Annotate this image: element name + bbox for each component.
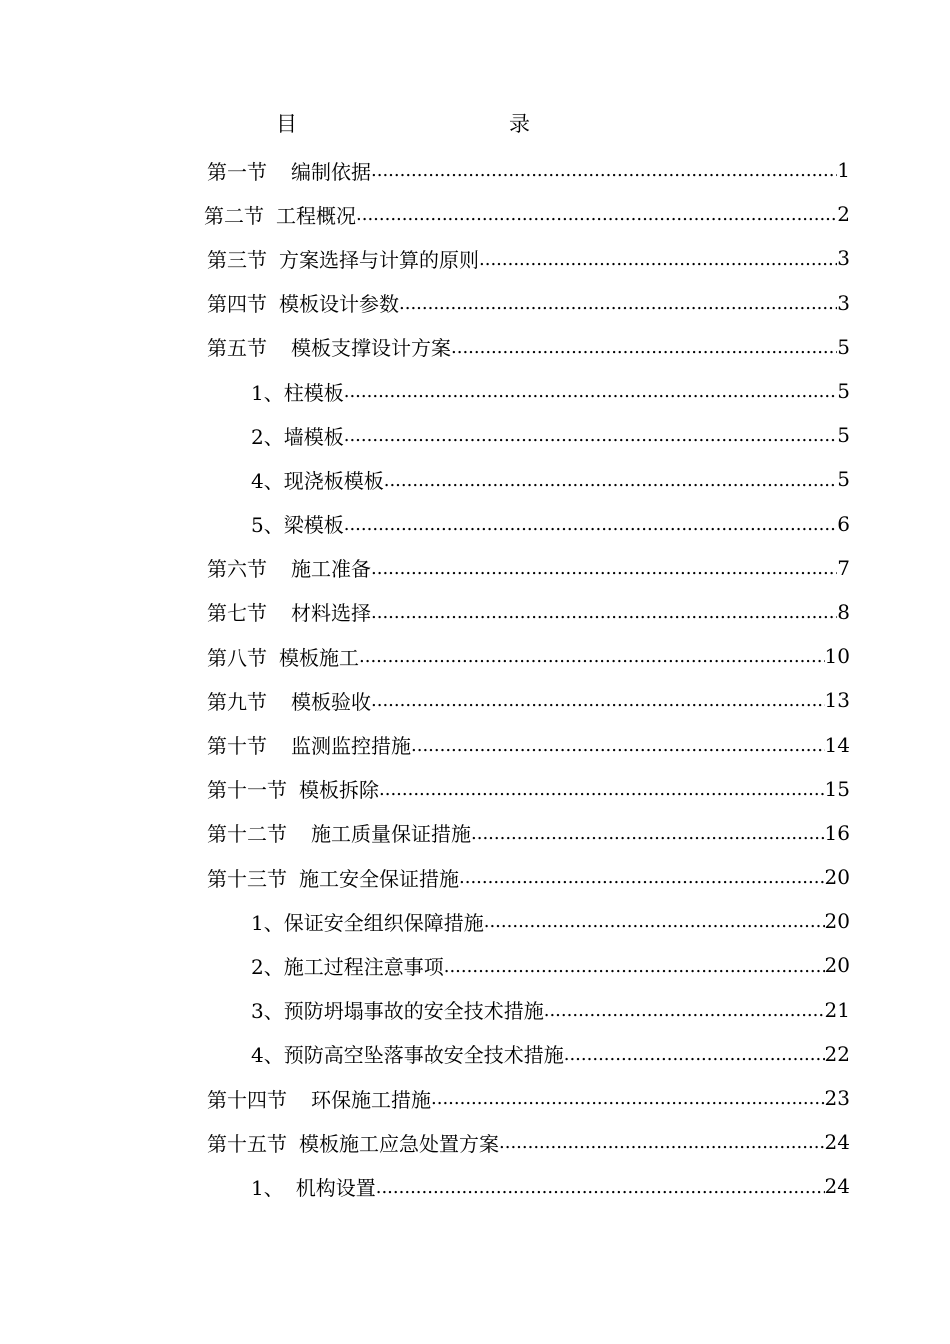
toc-entry-label [207, 332, 451, 361]
toc-page-number: 16 [824, 820, 850, 845]
toc-section-title: 保证安全组织保障措施 [283, 910, 484, 935]
toc-entry-label [207, 597, 371, 626]
toc-entry-label [207, 730, 411, 759]
toc-section-title: 施工过程注意事项 [283, 954, 444, 979]
toc-page-number: 15 [824, 776, 850, 801]
toc-section-number: 1、 [251, 1175, 284, 1200]
toc-entry-label [207, 244, 479, 273]
toc-section-number: 2、 [251, 424, 284, 449]
toc-section-title: 模板施工 [279, 645, 359, 670]
toc-entry-label [207, 642, 359, 671]
toc-page-number: 3 [837, 246, 850, 271]
toc-section-number: 第十五节 [207, 1131, 287, 1156]
toc-page-number: 23 [824, 1086, 850, 1111]
toc-section-title: 材料选择 [291, 601, 371, 626]
toc-page-number: 5 [837, 379, 850, 404]
toc-page-number: 7 [837, 555, 850, 580]
toc-entry-label [251, 377, 344, 406]
toc-entry[interactable] [0, 767, 950, 811]
toc-section-title: 墙模板 [283, 424, 344, 449]
toc-entry[interactable] [0, 192, 950, 236]
toc-section-title: 机构设置 [295, 1175, 376, 1200]
toc-page-number: 13 [824, 688, 850, 713]
toc-section-title: 环保施工措施 [311, 1087, 431, 1112]
toc-dot-leader [399, 295, 837, 313]
toc-entry[interactable] [0, 590, 950, 634]
toc-dot-leader [371, 162, 837, 180]
toc-section-number: 第三节 [207, 247, 267, 272]
toc-entry[interactable] [0, 457, 950, 501]
toc-page-number: 5 [837, 467, 850, 492]
toc-section-title: 编制依据 [291, 159, 371, 184]
toc-section-number: 4、 [251, 468, 284, 493]
toc-dot-leader [479, 251, 837, 269]
toc-entry[interactable] [0, 546, 950, 590]
toc-section-title: 监测监控措施 [291, 734, 411, 759]
toc-dot-leader [544, 1002, 825, 1020]
toc-section-number: 2、 [251, 954, 284, 979]
toc-entry-label [207, 818, 471, 847]
table-of-contents [0, 148, 950, 1209]
toc-section-number: 第十三节 [207, 866, 287, 891]
toc-section-number: 1、 [251, 910, 284, 935]
toc-entry-label [207, 1128, 499, 1157]
toc-dot-leader [564, 1046, 825, 1064]
toc-dot-leader [459, 869, 825, 887]
toc-entry[interactable] [0, 899, 950, 943]
toc-section-number: 第十二节 [207, 822, 287, 847]
toc-entry-label [207, 1084, 431, 1113]
toc-entry-label [251, 509, 344, 538]
toc-page-number: 5 [837, 423, 850, 448]
toc-dot-leader [379, 781, 825, 799]
toc-section-number: 第七节 [207, 601, 267, 626]
toc-entry-label [207, 156, 371, 185]
toc-dot-leader [344, 516, 838, 534]
toc-entry-label [251, 465, 384, 494]
toc-entry[interactable] [0, 148, 950, 192]
toc-page-number: 22 [824, 1041, 850, 1066]
toc-page-number: 1 [837, 158, 850, 183]
toc-dot-leader [371, 604, 837, 622]
toc-section-title: 现浇板模板 [283, 468, 384, 493]
toc-section-title: 模板验收 [291, 689, 371, 714]
toc-entry-label [251, 1039, 564, 1068]
toc-section-title: 模板施工应急处置方案 [299, 1131, 499, 1156]
toc-entry-label [207, 288, 399, 317]
toc-dot-leader [344, 383, 838, 401]
toc-dot-leader [384, 472, 838, 490]
toc-page-number: 24 [824, 1130, 850, 1155]
toc-entry-label [251, 995, 544, 1024]
toc-section-title: 梁模板 [283, 513, 344, 538]
toc-section-number: 4、 [251, 1043, 284, 1068]
toc-entry-label [251, 421, 344, 450]
toc-page-number: 20 [824, 953, 850, 978]
toc-entry[interactable] [0, 236, 950, 280]
toc-page-number: 2 [837, 202, 850, 227]
toc-entry[interactable] [0, 1164, 950, 1208]
toc-dot-leader [471, 825, 825, 843]
toc-entry[interactable] [0, 722, 950, 766]
toc-entry[interactable] [0, 413, 950, 457]
toc-page-number: 21 [824, 997, 850, 1022]
toc-dot-leader [359, 648, 825, 666]
toc-entry[interactable] [0, 634, 950, 678]
toc-section-number: 第九节 [207, 689, 267, 714]
toc-entry[interactable] [0, 988, 950, 1032]
toc-entry[interactable] [0, 369, 950, 413]
toc-section-number: 第十四节 [207, 1087, 287, 1112]
toc-page-number: 14 [824, 732, 850, 757]
toc-section-number: 3、 [251, 999, 284, 1024]
toc-section-title: 施工准备 [291, 557, 371, 582]
toc-dot-leader [411, 737, 825, 755]
toc-entry-label [207, 686, 371, 715]
toc-entry[interactable] [0, 811, 950, 855]
toc-section-title: 模板设计参数 [279, 292, 399, 317]
toc-heading [0, 108, 950, 138]
toc-section-title: 工程概况 [276, 203, 356, 228]
toc-page-number: 10 [824, 644, 850, 669]
toc-dot-leader [451, 339, 837, 357]
toc-dot-leader [371, 560, 837, 578]
toc-entry[interactable] [0, 502, 950, 546]
toc-entry[interactable] [0, 281, 950, 325]
toc-entry[interactable] [0, 855, 950, 899]
toc-entry[interactable] [0, 1120, 950, 1164]
toc-section-number: 第十节 [207, 734, 267, 759]
toc-heading-left: 目 [276, 112, 297, 136]
toc-entry-label [207, 553, 371, 582]
toc-page-number: 20 [824, 909, 850, 934]
toc-entry-label [204, 200, 356, 229]
toc-section-title: 预防坍塌事故的安全技术措施 [283, 999, 544, 1024]
toc-section-number: 第四节 [207, 292, 267, 317]
toc-dot-leader [484, 913, 825, 931]
toc-entry[interactable] [0, 678, 950, 722]
toc-dot-leader [431, 1090, 825, 1108]
toc-entry[interactable] [0, 325, 950, 369]
toc-entry-label [207, 774, 379, 803]
toc-heading-right: 录 [509, 112, 530, 136]
toc-section-title: 模板支撑设计方案 [291, 336, 451, 361]
toc-page-number: 20 [824, 865, 850, 890]
toc-entry[interactable] [0, 1076, 950, 1120]
toc-entry[interactable] [0, 943, 950, 987]
toc-dot-leader [499, 1134, 825, 1152]
toc-page-number: 8 [837, 599, 850, 624]
toc-dot-leader [356, 206, 837, 224]
toc-page-number: 3 [837, 290, 850, 315]
toc-entry-label [251, 907, 484, 936]
toc-section-title: 施工质量保证措施 [311, 822, 471, 847]
toc-dot-leader [371, 692, 825, 710]
toc-section-number: 1、 [251, 380, 284, 405]
toc-dot-leader [376, 1179, 825, 1197]
toc-section-title: 施工安全保证措施 [299, 866, 459, 891]
toc-page-number: 6 [837, 511, 850, 536]
toc-section-number: 第八节 [207, 645, 267, 670]
toc-dot-leader [344, 427, 838, 445]
toc-section-title: 柱模板 [283, 380, 344, 405]
toc-section-title: 预防高空坠落事故安全技术措施 [283, 1043, 564, 1068]
toc-section-title: 方案选择与计算的原则 [279, 247, 479, 272]
toc-entry-label [251, 1172, 376, 1201]
toc-section-number: 第十一节 [207, 778, 287, 803]
toc-page-number: 5 [837, 334, 850, 359]
toc-page-number: 24 [824, 1174, 850, 1199]
toc-section-number: 第五节 [207, 336, 267, 361]
toc-section-number: 第二节 [204, 203, 264, 228]
toc-section-number: 第六节 [207, 557, 267, 582]
toc-entry-label [251, 951, 444, 980]
toc-entry-label [207, 863, 459, 892]
toc-section-number: 5、 [251, 513, 284, 538]
toc-dot-leader [444, 958, 825, 976]
toc-section-title: 模板拆除 [299, 778, 379, 803]
toc-section-number: 第一节 [207, 159, 267, 184]
toc-entry[interactable] [0, 1032, 950, 1076]
